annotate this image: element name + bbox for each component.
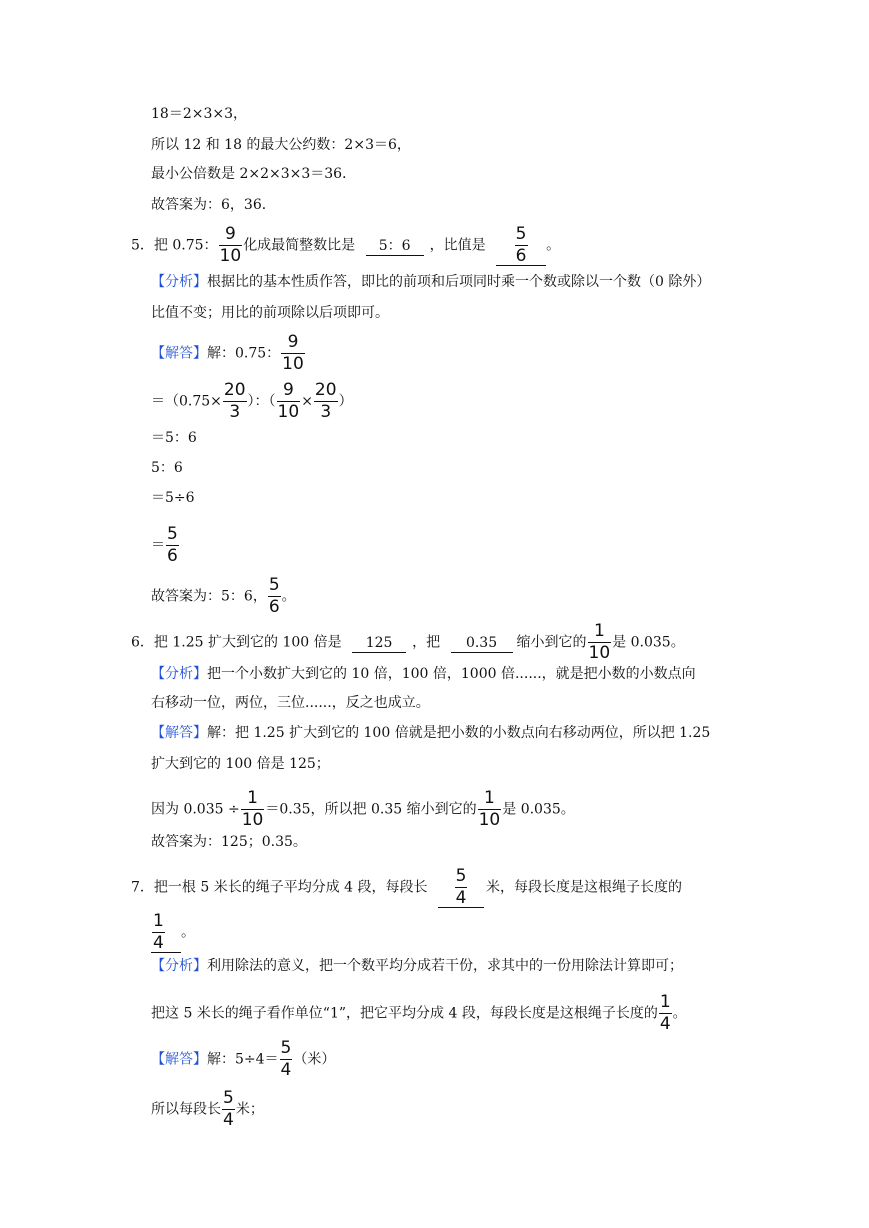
solution-line: 【解答】解：把 1.25 扩大到它的 100 倍就是把小数的小数点向右移动两位，所以把 1.25 (151, 725, 711, 741)
analysis-line: 比值不变；用比的前项除以后项即可。 (151, 305, 389, 321)
answer-blank: $\frac{5}{6}$ (496, 226, 546, 266)
answer-line: 故答案为：5：6， $\frac{5}{6}$ 。 (151, 575, 296, 617)
question-text: 是 0.035。 (612, 634, 685, 651)
analysis-line: 【分析】根据比的基本性质作答，即比的前项和后项同时乘一个数或除以一个数（0 除外） (151, 274, 711, 290)
question-text: 米，每段长度是这根绳子长度的 (486, 879, 682, 896)
question-text: 把一根 5 米长的绳子平均分成 4 段，每段长 (153, 879, 428, 896)
answer-line: 故答案为：125；0.35。 (151, 834, 307, 850)
analysis-line: 把这 5 米长的绳子看作单位“1”，把它平均分成 4 段，每段长度是这根绳子长度的 $\frac{1}{4}$ 。 (151, 992, 687, 1034)
solution-line: 最小公倍数是 2×2×3×3＝36． (151, 166, 357, 182)
question-7 (131, 868, 682, 908)
solution-line: ＝ $\frac{5}{6}$ (151, 524, 178, 566)
answer-blank: 5：6 (366, 237, 424, 256)
solution-line: 扩大到它的 100 倍是 125； (151, 756, 330, 772)
solution-line: ＝5÷6 (151, 490, 195, 506)
fraction: $\frac{5}{6}$ (167, 524, 178, 566)
fraction: $\frac{9}{10}$ (219, 224, 242, 266)
analysis-tag: 【分析】 (151, 666, 207, 682)
solution-line: 【解答】解：0.75： $\frac{9}{10}$ (151, 332, 304, 374)
analysis-tag: 【分析】 (151, 958, 207, 974)
analysis-tag: 【分析】 (151, 274, 207, 290)
question-text: 。 (546, 237, 561, 254)
question-number: 6． (131, 634, 154, 651)
question-text: ，比值是 (429, 237, 486, 254)
analysis-line: 右移动一位，两位，三位......，反之也成立。 (151, 695, 430, 711)
solution-line: ＝5：6 (151, 430, 197, 446)
question-text: 。 (181, 924, 195, 941)
answer-blank: $\frac{5}{4}$ (438, 868, 484, 908)
question-5 (131, 226, 560, 266)
question-7-continued (151, 913, 195, 953)
question-text: 缩小到它的 (516, 634, 587, 651)
question-text: 把 0.75： (153, 237, 218, 254)
answer-tag: 【解答】 (151, 345, 207, 362)
question-text: 把 1.25 扩大到它的 100 倍是 (153, 634, 342, 651)
solution-line: 5：6 (151, 460, 183, 476)
fraction: $\frac{1}{10}$ (241, 788, 264, 830)
fraction: $\frac{1}{4}$ (659, 992, 671, 1034)
question-text: 化成最简整数比是 (243, 237, 356, 254)
answer-line: 故答案为：6，36． (151, 197, 276, 213)
fraction: $\frac{5}{4}$ (223, 1088, 234, 1130)
answer-blank: 0.35 (451, 634, 513, 653)
fraction: $\frac{1}{10}$ (478, 788, 501, 830)
solution-line: 【解答】解：5÷4＝ $\frac{5}{4}$ （米） (151, 1038, 336, 1080)
fraction: $\frac{20}{3}$ (314, 380, 337, 422)
question-text: ，把 (412, 634, 441, 651)
solution-line: 所以每段长 $\frac{5}{4}$ 米； (151, 1088, 264, 1130)
fraction: $\frac{5}{6}$ (268, 575, 280, 617)
fraction: $\frac{9}{10}$ (282, 332, 304, 374)
answer-blank: $\frac{1}{4}$ (151, 913, 181, 953)
solution-line: ＝（0.75× $\frac{20}{3}$ ）：（ $\frac{9}{10}$ × $\frac{20}{3}$ ） (151, 380, 353, 422)
analysis-line: 【分析】利用除法的意义，把一个数平均分成若干份，求其中的一份用除法计算即可； (151, 958, 683, 974)
answer-tag: 【解答】 (151, 1051, 207, 1068)
fraction: $\frac{20}{3}$ (223, 380, 246, 422)
analysis-line: 【分析】把一个小数扩大到它的 10 倍，100 倍，1000 倍......，就是把小数的小数点向 (151, 666, 696, 682)
fraction: $\frac{1}{10}$ (588, 621, 611, 663)
solution-line: 18＝2×3×3， (151, 106, 247, 122)
question-number: 5． (131, 237, 154, 254)
question-6 (131, 623, 685, 662)
fraction: $\frac{5}{4}$ (280, 1038, 292, 1080)
answer-tag: 【解答】 (151, 725, 207, 741)
question-number: 7． (131, 879, 154, 896)
solution-line: 所以 12 和 18 的最大公约数：2×3＝6， (151, 137, 411, 153)
answer-blank: 125 (352, 634, 406, 653)
fraction: $\frac{9}{10}$ (277, 380, 300, 422)
solution-line: 因为 0.035 ÷ $\frac{1}{10}$ ＝0.35，所以把 0.35 缩小到它的 $\frac{1}{10}$ 是 0.035。 (151, 788, 575, 830)
